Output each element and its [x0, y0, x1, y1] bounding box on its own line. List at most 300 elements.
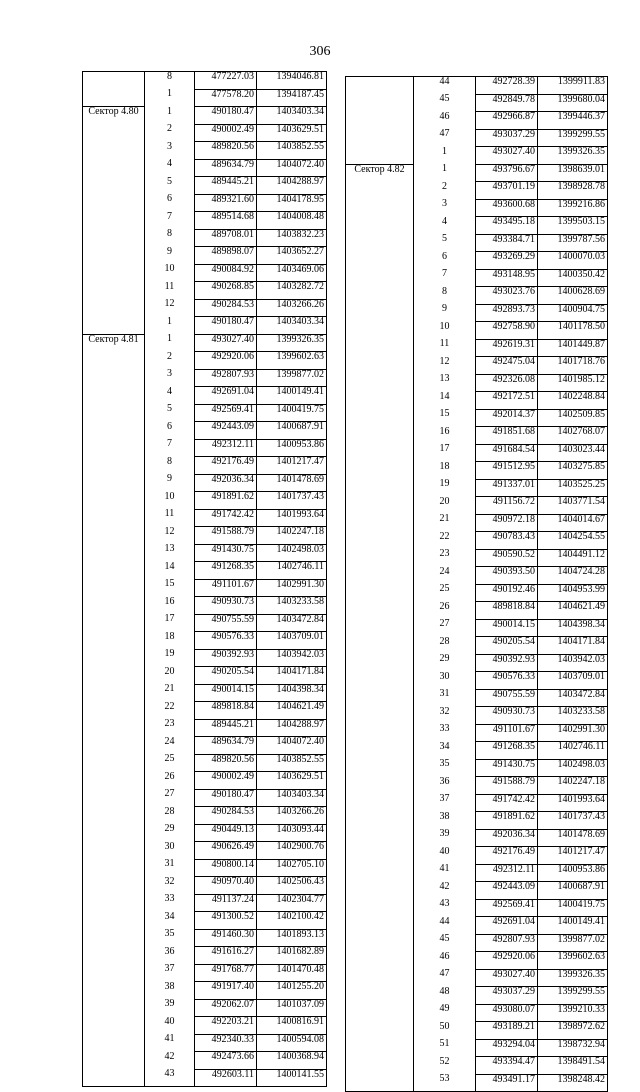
point-number: 51 — [414, 1039, 476, 1057]
table-row — [83, 667, 327, 685]
table-row — [346, 619, 608, 637]
x-coordinate: 489514.68 — [195, 212, 257, 230]
point-number: 14 — [145, 562, 195, 580]
table-row — [346, 1057, 608, 1075]
sector-label — [346, 864, 414, 882]
y-coordinate: 1401985.12 — [538, 374, 608, 392]
point-number: 11 — [145, 509, 195, 527]
sector-label — [346, 287, 414, 305]
y-coordinate: 1400149.41 — [257, 387, 327, 405]
table-row — [346, 899, 608, 917]
point-number: 3 — [145, 369, 195, 387]
table-row — [83, 947, 327, 965]
y-coordinate: 1401217.47 — [538, 847, 608, 865]
y-coordinate: 1402100.42 — [257, 912, 327, 930]
x-coordinate: 493294.04 — [476, 1039, 538, 1057]
table-row — [346, 77, 608, 95]
x-coordinate: 493148.95 — [476, 269, 538, 287]
sector-label — [83, 1052, 145, 1070]
table-row — [346, 357, 608, 375]
sector-label — [346, 1039, 414, 1057]
y-coordinate: 1402247.18 — [257, 527, 327, 545]
point-number: 26 — [414, 602, 476, 620]
y-coordinate: 1401478.69 — [257, 474, 327, 492]
point-number: 49 — [414, 1004, 476, 1022]
x-coordinate: 493189.21 — [476, 1022, 538, 1040]
table-row — [83, 439, 327, 457]
sector-label — [83, 142, 145, 160]
table-row — [83, 89, 327, 107]
point-number: 25 — [414, 584, 476, 602]
sector-label — [83, 544, 145, 562]
point-number: 18 — [145, 632, 195, 650]
sector-label — [83, 264, 145, 282]
sector-label — [83, 509, 145, 527]
y-coordinate: 1402498.03 — [257, 544, 327, 562]
x-coordinate: 492807.93 — [195, 369, 257, 387]
table-row — [346, 742, 608, 760]
table-row — [346, 514, 608, 532]
x-coordinate: 491891.62 — [476, 812, 538, 830]
table-row — [346, 829, 608, 847]
x-coordinate: 492176.49 — [476, 847, 538, 865]
table-row — [83, 824, 327, 842]
point-number: 45 — [414, 94, 476, 112]
y-coordinate: 1399602.63 — [257, 352, 327, 370]
point-number: 21 — [414, 514, 476, 532]
point-number: 23 — [145, 719, 195, 737]
point-number: 10 — [145, 492, 195, 510]
x-coordinate: 493491.17 — [476, 1074, 538, 1092]
sector-label: Сектор 4.81 — [83, 334, 145, 352]
x-coordinate: 490755.59 — [476, 689, 538, 707]
y-coordinate: 1399911.83 — [538, 77, 608, 95]
point-number: 4 — [145, 387, 195, 405]
x-coordinate: 490449.13 — [195, 824, 257, 842]
point-number: 34 — [414, 742, 476, 760]
table-row — [346, 952, 608, 970]
point-number: 12 — [414, 357, 476, 375]
x-coordinate: 490002.49 — [195, 124, 257, 142]
y-coordinate: 1402498.03 — [538, 759, 608, 777]
point-number: 21 — [145, 684, 195, 702]
y-coordinate: 1399326.35 — [538, 969, 608, 987]
point-number: 6 — [145, 422, 195, 440]
x-coordinate: 492036.34 — [476, 829, 538, 847]
table-row — [83, 369, 327, 387]
table-row — [83, 264, 327, 282]
point-number: 24 — [145, 737, 195, 755]
sector-label — [83, 877, 145, 895]
point-number: 47 — [414, 969, 476, 987]
x-coordinate: 493023.76 — [476, 287, 538, 305]
point-number: 3 — [145, 142, 195, 160]
x-coordinate: 492569.41 — [195, 404, 257, 422]
x-coordinate: 492312.11 — [476, 864, 538, 882]
y-coordinate: 1400628.69 — [538, 287, 608, 305]
sector-label — [346, 392, 414, 410]
table-row — [83, 929, 327, 947]
point-number: 5 — [145, 177, 195, 195]
point-number: 19 — [145, 649, 195, 667]
table-row — [83, 632, 327, 650]
point-number: 50 — [414, 1022, 476, 1040]
sector-label — [83, 194, 145, 212]
x-coordinate: 491430.75 — [476, 759, 538, 777]
sector-label — [346, 742, 414, 760]
table-row — [346, 94, 608, 112]
x-coordinate: 491768.77 — [195, 964, 257, 982]
x-coordinate: 493027.40 — [195, 334, 257, 352]
point-number: 35 — [145, 929, 195, 947]
table-row — [83, 562, 327, 580]
table-row — [346, 304, 608, 322]
point-number: 32 — [414, 707, 476, 725]
table-row — [346, 444, 608, 462]
page-number: 306 — [309, 44, 331, 59]
sector-label — [83, 1017, 145, 1035]
table-row — [83, 1052, 327, 1070]
sector-label — [83, 737, 145, 755]
y-coordinate: 1403771.54 — [538, 497, 608, 515]
sector-label — [83, 212, 145, 230]
point-number: 46 — [414, 952, 476, 970]
table-row — [83, 737, 327, 755]
sector-label — [346, 304, 414, 322]
y-coordinate: 1404072.40 — [257, 737, 327, 755]
table-row — [83, 684, 327, 702]
point-number: 20 — [414, 497, 476, 515]
sector-label — [346, 934, 414, 952]
point-number: 39 — [145, 999, 195, 1017]
point-number: 8 — [145, 457, 195, 475]
point-number: 41 — [145, 1034, 195, 1052]
point-number: 36 — [414, 777, 476, 795]
point-number: 28 — [145, 807, 195, 825]
y-coordinate: 1401037.09 — [257, 999, 327, 1017]
y-coordinate: 1401737.43 — [538, 812, 608, 830]
y-coordinate: 1400368.94 — [257, 1052, 327, 1070]
table-row — [346, 724, 608, 742]
sector-label — [83, 807, 145, 825]
x-coordinate: 490392.93 — [195, 649, 257, 667]
table-row — [83, 107, 327, 125]
table-row — [346, 1004, 608, 1022]
sector-label — [83, 387, 145, 405]
x-coordinate: 492062.07 — [195, 999, 257, 1017]
table-row — [346, 112, 608, 130]
x-coordinate: 492920.06 — [476, 952, 538, 970]
sector-label — [83, 614, 145, 632]
x-coordinate: 489898.07 — [195, 247, 257, 265]
x-coordinate: 493701.19 — [476, 182, 538, 200]
table-row — [346, 1074, 608, 1092]
sector-label — [83, 317, 145, 335]
point-number: 9 — [414, 304, 476, 322]
point-number: 4 — [145, 159, 195, 177]
y-coordinate: 1403233.58 — [257, 597, 327, 615]
y-coordinate: 1394187.45 — [257, 89, 327, 107]
point-number: 23 — [414, 549, 476, 567]
sector-label — [346, 899, 414, 917]
point-number: 15 — [414, 409, 476, 427]
point-number: 27 — [145, 789, 195, 807]
table-row — [83, 509, 327, 527]
sector-label — [346, 724, 414, 742]
sector-label — [346, 1004, 414, 1022]
point-number: 12 — [145, 527, 195, 545]
table-row — [346, 1039, 608, 1057]
table-row — [83, 877, 327, 895]
point-number: 33 — [414, 724, 476, 742]
table-row — [346, 129, 608, 147]
y-coordinate: 1404014.67 — [538, 514, 608, 532]
table-row — [346, 602, 608, 620]
y-coordinate: 1401178.50 — [538, 322, 608, 340]
table-row — [346, 462, 608, 480]
y-coordinate: 1403266.26 — [257, 299, 327, 317]
y-coordinate: 1404178.95 — [257, 194, 327, 212]
sector-label — [346, 357, 414, 375]
x-coordinate: 490084.92 — [195, 264, 257, 282]
x-coordinate: 493037.29 — [476, 987, 538, 1005]
x-coordinate: 489634.79 — [195, 737, 257, 755]
y-coordinate: 1403469.06 — [257, 264, 327, 282]
table-row — [346, 147, 608, 165]
x-coordinate: 490180.47 — [195, 789, 257, 807]
table-row — [83, 194, 327, 212]
table-row — [346, 549, 608, 567]
table-row — [83, 772, 327, 790]
y-coordinate: 1403942.03 — [257, 649, 327, 667]
y-coordinate: 1398248.42 — [538, 1074, 608, 1092]
y-coordinate: 1402991.30 — [257, 579, 327, 597]
point-number: 25 — [145, 754, 195, 772]
table-row — [83, 474, 327, 492]
point-number: 37 — [414, 794, 476, 812]
x-coordinate: 493796.67 — [476, 164, 538, 182]
table-row — [83, 492, 327, 510]
table-row — [83, 894, 327, 912]
x-coordinate: 477227.03 — [195, 72, 257, 90]
sector-label — [83, 1069, 145, 1087]
x-coordinate: 490800.14 — [195, 859, 257, 877]
point-number: 17 — [145, 614, 195, 632]
point-number: 28 — [414, 637, 476, 655]
point-number: 1 — [414, 164, 476, 182]
point-number: 44 — [414, 77, 476, 95]
y-coordinate: 1401993.64 — [257, 509, 327, 527]
point-number: 30 — [145, 842, 195, 860]
table-row — [346, 987, 608, 1005]
table-row — [83, 982, 327, 1000]
x-coordinate: 493394.47 — [476, 1057, 538, 1075]
y-coordinate: 1404254.55 — [538, 532, 608, 550]
point-number: 47 — [414, 129, 476, 147]
x-coordinate: 492920.06 — [195, 352, 257, 370]
y-coordinate: 1401737.43 — [257, 492, 327, 510]
x-coordinate: 492176.49 — [195, 457, 257, 475]
y-coordinate: 1400687.91 — [538, 882, 608, 900]
x-coordinate: 492473.66 — [195, 1052, 257, 1070]
x-coordinate: 492340.33 — [195, 1034, 257, 1052]
y-coordinate: 1402248.84 — [538, 392, 608, 410]
table-row — [346, 252, 608, 270]
table-row — [346, 409, 608, 427]
sector-label — [346, 479, 414, 497]
table-row — [83, 859, 327, 877]
sector-label: Сектор 4.80 — [83, 107, 145, 125]
y-coordinate: 1402991.30 — [538, 724, 608, 742]
y-coordinate: 1402768.07 — [538, 427, 608, 445]
point-number: 2 — [145, 352, 195, 370]
table-row — [83, 422, 327, 440]
sector-label — [346, 1074, 414, 1092]
x-coordinate: 492849.78 — [476, 94, 538, 112]
sector-label — [346, 1022, 414, 1040]
point-number: 14 — [414, 392, 476, 410]
x-coordinate: 490783.43 — [476, 532, 538, 550]
point-number: 12 — [145, 299, 195, 317]
y-coordinate: 1402247.18 — [538, 777, 608, 795]
y-coordinate: 1401682.89 — [257, 947, 327, 965]
y-coordinate: 1401470.48 — [257, 964, 327, 982]
sector-label — [346, 777, 414, 795]
point-number: 39 — [414, 829, 476, 847]
sector-label — [83, 282, 145, 300]
y-coordinate: 1403233.58 — [538, 707, 608, 725]
y-coordinate: 1402509.85 — [538, 409, 608, 427]
x-coordinate: 492203.21 — [195, 1017, 257, 1035]
y-coordinate: 1404288.97 — [257, 719, 327, 737]
y-coordinate: 1403403.34 — [257, 107, 327, 125]
sector-label: Сектор 4.82 — [346, 164, 414, 182]
point-number: 40 — [414, 847, 476, 865]
x-coordinate: 490014.15 — [195, 684, 257, 702]
point-number: 22 — [145, 702, 195, 720]
x-coordinate: 489820.56 — [195, 754, 257, 772]
y-coordinate: 1399326.35 — [538, 147, 608, 165]
x-coordinate: 490205.54 — [195, 667, 257, 685]
y-coordinate: 1399446.37 — [538, 112, 608, 130]
y-coordinate: 1401255.20 — [257, 982, 327, 1000]
sector-label — [83, 702, 145, 720]
table-row — [346, 584, 608, 602]
x-coordinate: 492807.93 — [476, 934, 538, 952]
table-row — [346, 427, 608, 445]
x-coordinate: 490576.33 — [476, 672, 538, 690]
y-coordinate: 1403709.01 — [257, 632, 327, 650]
y-coordinate: 1400350.42 — [538, 269, 608, 287]
table-row — [346, 339, 608, 357]
x-coordinate: 477578.20 — [195, 89, 257, 107]
x-coordinate: 492728.39 — [476, 77, 538, 95]
table-row — [346, 969, 608, 987]
sector-label — [346, 129, 414, 147]
table-row — [346, 917, 608, 935]
y-coordinate: 1401478.69 — [538, 829, 608, 847]
table-row — [346, 777, 608, 795]
x-coordinate: 492603.11 — [195, 1069, 257, 1087]
table-row — [83, 1069, 327, 1087]
sector-label — [83, 439, 145, 457]
y-coordinate: 1398732.94 — [538, 1039, 608, 1057]
sector-label — [346, 707, 414, 725]
point-number: 9 — [145, 474, 195, 492]
x-coordinate: 492014.37 — [476, 409, 538, 427]
sector-label — [83, 947, 145, 965]
point-number: 16 — [145, 597, 195, 615]
point-number: 29 — [145, 824, 195, 842]
table-row — [346, 689, 608, 707]
sector-label — [346, 812, 414, 830]
x-coordinate: 492893.73 — [476, 304, 538, 322]
point-number: 42 — [414, 882, 476, 900]
point-number: 26 — [145, 772, 195, 790]
table-row — [346, 1022, 608, 1040]
x-coordinate: 490014.15 — [476, 619, 538, 637]
x-coordinate: 493600.68 — [476, 199, 538, 217]
y-coordinate: 1400904.75 — [538, 304, 608, 322]
point-number: 9 — [145, 247, 195, 265]
sector-label — [346, 689, 414, 707]
y-coordinate: 1399680.04 — [538, 94, 608, 112]
table-row — [83, 1034, 327, 1052]
x-coordinate: 492619.31 — [476, 339, 538, 357]
y-coordinate: 1401993.64 — [538, 794, 608, 812]
point-number: 10 — [145, 264, 195, 282]
x-coordinate: 491891.62 — [195, 492, 257, 510]
point-number: 11 — [414, 339, 476, 357]
table-row — [83, 124, 327, 142]
sector-label — [83, 527, 145, 545]
x-coordinate: 492691.04 — [195, 387, 257, 405]
y-coordinate: 1399877.02 — [538, 934, 608, 952]
y-coordinate: 1402705.10 — [257, 859, 327, 877]
point-number: 35 — [414, 759, 476, 777]
sector-label — [346, 987, 414, 1005]
sector-label — [346, 269, 414, 287]
point-number: 52 — [414, 1057, 476, 1075]
x-coordinate: 493080.07 — [476, 1004, 538, 1022]
y-coordinate: 1404171.84 — [257, 667, 327, 685]
y-coordinate: 1398491.54 — [538, 1057, 608, 1075]
point-number: 13 — [145, 544, 195, 562]
sector-label — [346, 94, 414, 112]
table-row — [83, 912, 327, 930]
point-number: 33 — [145, 894, 195, 912]
sector-label — [346, 374, 414, 392]
y-coordinate: 1404621.49 — [257, 702, 327, 720]
y-coordinate: 1399326.35 — [257, 334, 327, 352]
sector-label — [346, 917, 414, 935]
x-coordinate: 493384.71 — [476, 234, 538, 252]
y-coordinate: 1401718.76 — [538, 357, 608, 375]
y-coordinate: 1402506.43 — [257, 877, 327, 895]
point-number: 6 — [414, 252, 476, 270]
sector-label — [83, 422, 145, 440]
point-number: 37 — [145, 964, 195, 982]
table-row — [346, 864, 608, 882]
sector-label — [83, 562, 145, 580]
x-coordinate: 493269.29 — [476, 252, 538, 270]
y-coordinate: 1399787.56 — [538, 234, 608, 252]
point-number: 43 — [145, 1069, 195, 1087]
table-row — [346, 672, 608, 690]
y-coordinate: 1404621.49 — [538, 602, 608, 620]
sector-label — [83, 842, 145, 860]
point-number: 27 — [414, 619, 476, 637]
